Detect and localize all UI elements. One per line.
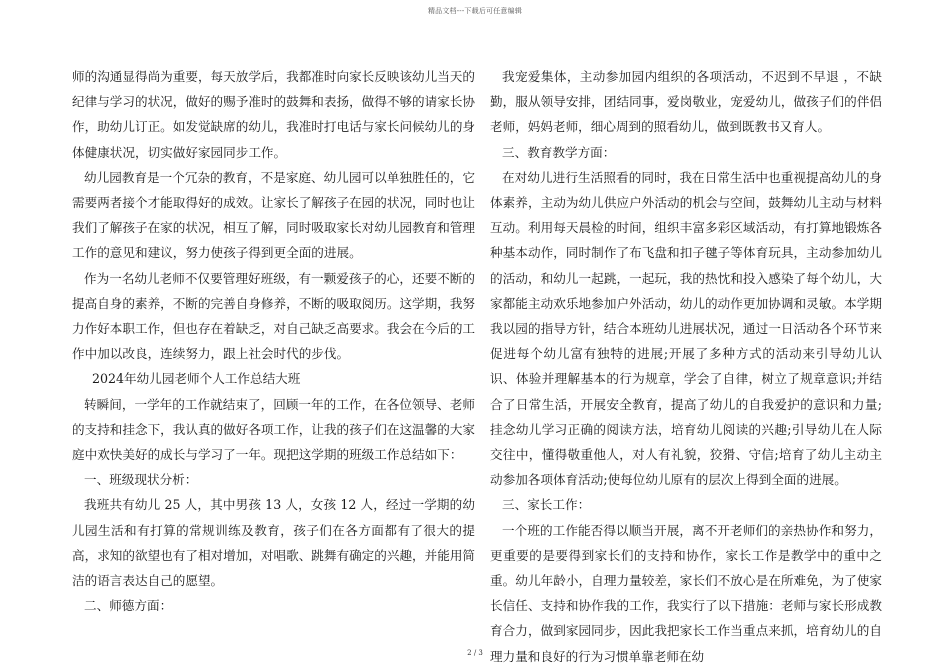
section-heading: 三、家长工作： bbox=[502, 497, 591, 513]
paragraph: 我宠爱集体，主动参加园内组织的各项活动，不迟到不早退 ，不缺勤，服从领导安排，团结同事，爱岗敬业，宠爱幼儿，做孩子们的伴侣老师，妈妈老师，细心周到的照看幼儿，做到既教书又育人。 bbox=[490, 69, 882, 135]
paragraph: 在对幼儿进行生活照看的同时，我在日常生活中也重视提高幼儿的身体素养，主动为幼儿供应户外活动的机会与空间，鼓舞幼儿主动与材料互动。利用每天晨检的时间，组织丰富多彩区域活动，有打算地锻炼各种基本动作，同时制作了布飞盘和扣子毽子等体育玩具，主动参加幼儿的活动，和幼儿一起跳，一起玩，我的热忱和投入感染了每个幼儿，大家都能主动欢乐地参加户外活动，幼儿的动作更加协调和灵敏。本学期我以园的指导方针，结合本班幼儿进展状况，通过一日活动各个环节来促进每个幼儿富有独特的进展;开展了多种方式的活动来引导幼儿认识、体验并理解基本的行为规章，学会了自律，树立了规章意识;并结合了日常生活，开展安全教育，提高了幼儿的自我爱护的意识和力量;挂念幼儿学习正确的阅读方法，培育幼儿阅读的兴趣;引导幼儿在人际交往中，懂得敬重他人，对人有礼貌，狡猾、守信;培育了幼儿主动主动参加各项体育活动;使每位幼儿原有的层次上得到全面的进展。 bbox=[490, 169, 882, 488]
page-number: 2 / 3 bbox=[467, 649, 483, 657]
paragraph: 幼儿园教育是一个冗杂的教育，不是家庭、幼儿园可以单独胜任的，它需要两者接个才能取得好的成效。让家长了解孩子在园的状况，同时也让我们了解孩子在家的状况，相互了解，同时吸取家长对幼儿园教育和管理工作的意见和建议，努力使孩子得到更全面的进展。 bbox=[72, 169, 475, 261]
paragraph: 转瞬间，一学年的工作就结束了，回顾一年的工作，在各位领导、老师的支持和挂念下，我认真的做好各项工作，让我的孩子们在这温馨的大家庭中欢快美好的成长与学习了一年。现把这学期的班级工作总结如下： bbox=[72, 396, 475, 463]
paragraph: 我班共有幼儿 25 人，其中男孩 13 人，女孩 12 人，经过一学期的幼儿园生活和有打算的常规训练及教育，孩子们在各方面都有了很大的提高，求知的欲望也有了相对增加，对唱歌、跳舞有确定的兴趣，并能用简洁的语言表达自己的愿望。 bbox=[72, 497, 475, 589]
paragraph: 师的沟通显得尚为重要，每天放学后，我都准时向家长反映该幼儿当天的纪律与学习的状况，做好的赐予准时的鼓舞和表扬，做得不够的请家长协作，助幼儿订正。如发觉缺席的幼儿，我准时打电话与家长问候幼儿的身体健康状况，切实做好家园同步工作。 bbox=[72, 69, 475, 160]
section-heading: 二、师德方面： bbox=[84, 598, 173, 614]
left-column bbox=[72, 64, 475, 618]
section-heading: 一、班级现状分析： bbox=[84, 472, 198, 488]
page-header: 精品文档---下载后可任意编辑 bbox=[427, 7, 523, 15]
paragraph: 一个班的工作能否得以顺当开展，离不开老师们的亲热协作和努力，更重要的是要得到家长们的支持和协作，家长工作是教学中的重中之重。幼儿年龄小，自理力量较差，家长们不放心是在所难免，为了使家长信任、支持和协作我的工作，我实行了以下措施：老师与家长形成教育合力，做到家园同步，因此我把家长工作当重点来抓，培育幼儿的自理力量和良好的行为习惯单靠老师在幼 bbox=[490, 522, 882, 664]
paragraph: 作为一名幼儿老师不仅要管理好班级，有一颗爱孩子的心，还要不断的提高自身的素养，不断的完善自身修养，不断的吸取阅历。这学期，我努力作好本职工作，但也存在着缺乏，对自己缺乏高要求。我会在今后的工作中加以改良，连续努力，跟上社会时代的步伐。 bbox=[72, 270, 475, 362]
section-title: 2024年幼儿园老师个人工作总结大班 bbox=[92, 371, 301, 387]
right-column bbox=[490, 64, 882, 669]
section-heading: 三、教育教学方面： bbox=[502, 144, 616, 160]
